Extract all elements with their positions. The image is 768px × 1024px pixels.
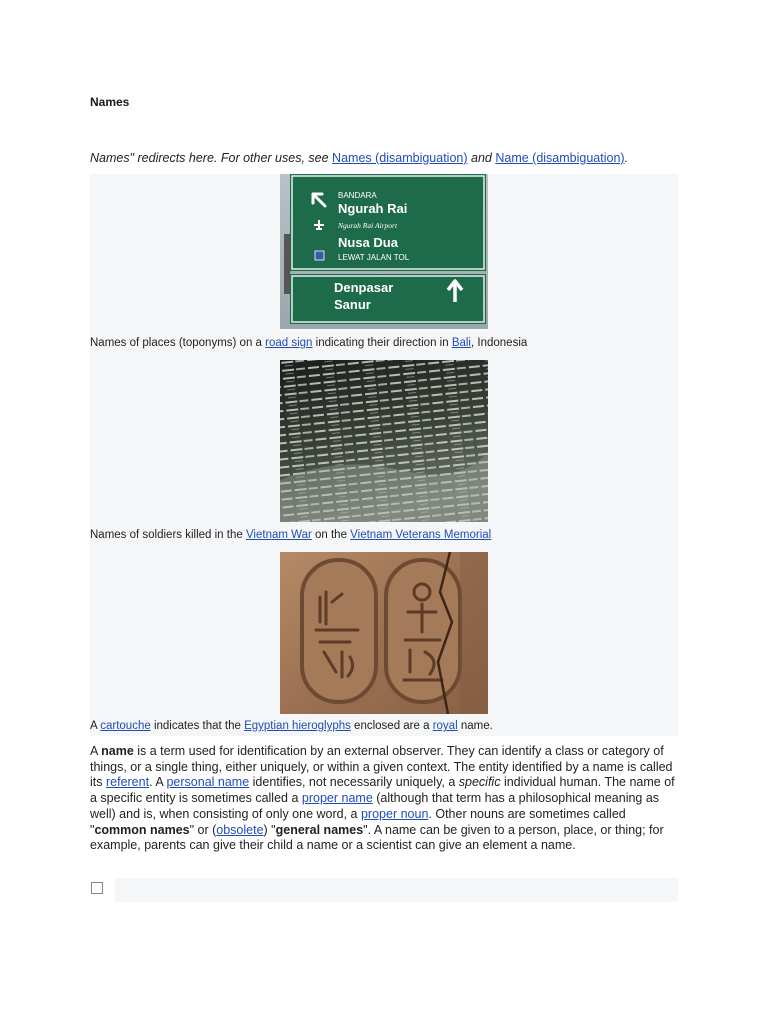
caption-text: name.: [457, 720, 493, 732]
caption-text: , Indonesia: [471, 337, 528, 349]
memorial-wall-illustration: [280, 360, 488, 522]
intro-paragraph: [90, 744, 680, 854]
vietnam-war-link[interactable]: Vietnam War: [245, 529, 312, 541]
caption-memorial: [90, 529, 491, 541]
road-sign-link[interactable]: road sign: [265, 337, 313, 349]
sign-line-ngurah-rai: Ngurah Rai: [338, 201, 408, 216]
royal-link[interactable]: royal: [432, 720, 458, 732]
redirect-text: Names" redirects here. For other uses, see: [90, 151, 333, 165]
caption-text: indicating their direction in: [312, 337, 452, 349]
redirect-text-and: and: [467, 151, 496, 165]
body-text: . Other nouns are sometimes called ": [90, 806, 626, 837]
bold-term-common-names: common names: [94, 822, 190, 837]
caption-text: Names of soldiers killed in the: [90, 529, 246, 541]
caption-text: Names of places (toponyms) on a: [90, 337, 266, 349]
memorial-wall-image: [280, 360, 488, 522]
body-text: identifies, not necessarily uniquely, a: [249, 775, 459, 790]
bali-link[interactable]: Bali: [451, 337, 471, 349]
personal-name-link[interactable]: personal name: [166, 775, 250, 790]
sign-line-airport: Ngurah Rai Airport: [338, 221, 398, 230]
road-sign-image: [280, 174, 488, 329]
body-text: individual human. The name of a specific entity is sometimes called a: [90, 775, 675, 806]
page-title: Names: [90, 95, 130, 109]
caption-text: enclosed are a: [350, 720, 433, 732]
name-disambiguation-link[interactable]: Name (disambiguation): [495, 151, 625, 165]
bold-term-general-names: general names: [275, 822, 364, 837]
collapsed-section-bar[interactable]: [115, 878, 678, 902]
vietnam-veterans-memorial-link[interactable]: Vietnam Veterans Memorial: [350, 529, 492, 541]
egyptian-hieroglyphs-link[interactable]: Egyptian hieroglyphs: [244, 720, 351, 732]
body-text: " or (: [189, 822, 217, 837]
body-text: is a term used for identification by an external observer. They can identify a class or category of things, or a single thing, either uniquely, or within a given context. The entity identified by a name is called its: [90, 744, 673, 790]
body-text: ". A name can be given to a person, place, or thing; for example, parents can give their child a name or a scientist can give an element a name.: [90, 822, 664, 853]
referent-link[interactable]: referent: [105, 775, 150, 790]
caption-text: indicates that the: [150, 720, 245, 732]
sign-line-nusa-dua: Nusa Dua: [338, 235, 398, 250]
body-text: ) ": [263, 822, 276, 837]
road-sign-illustration: [280, 174, 488, 329]
checkbox[interactable]: [91, 882, 103, 894]
proper-name-link[interactable]: proper name: [301, 791, 373, 806]
redirect-text-end: .: [624, 151, 629, 165]
sign-line-bandara: BANDARA: [338, 191, 377, 200]
bold-term-name: name: [101, 744, 134, 758]
body-text: (although that term has a philosophical meaning as well) and is, when consisting of only one word, a: [90, 791, 660, 821]
cartouche-illustration: [280, 552, 488, 714]
body-text: . A: [149, 775, 167, 790]
cartouche-link[interactable]: cartouche: [100, 720, 151, 732]
sign-line-denpasar: Denpasar: [334, 280, 394, 295]
caption-road-sign: [90, 337, 527, 349]
italic-specific: specific: [458, 775, 501, 790]
sign-line-toll: LEWAT JALAN TOL: [338, 253, 410, 262]
image-gallery: [90, 174, 678, 736]
obsolete-link[interactable]: obsolete: [216, 822, 264, 837]
caption-cartouche: [90, 720, 493, 732]
names-disambiguation-link[interactable]: Names (disambiguation): [332, 151, 468, 165]
caption-text: A: [90, 720, 101, 732]
body-text: A: [90, 744, 102, 758]
redirect-notice: [90, 151, 628, 165]
sign-line-sanur: Sanur: [334, 297, 371, 312]
proper-noun-link[interactable]: proper noun: [360, 806, 429, 821]
caption-text: on the: [311, 529, 351, 541]
cartouche-image: [280, 552, 488, 714]
